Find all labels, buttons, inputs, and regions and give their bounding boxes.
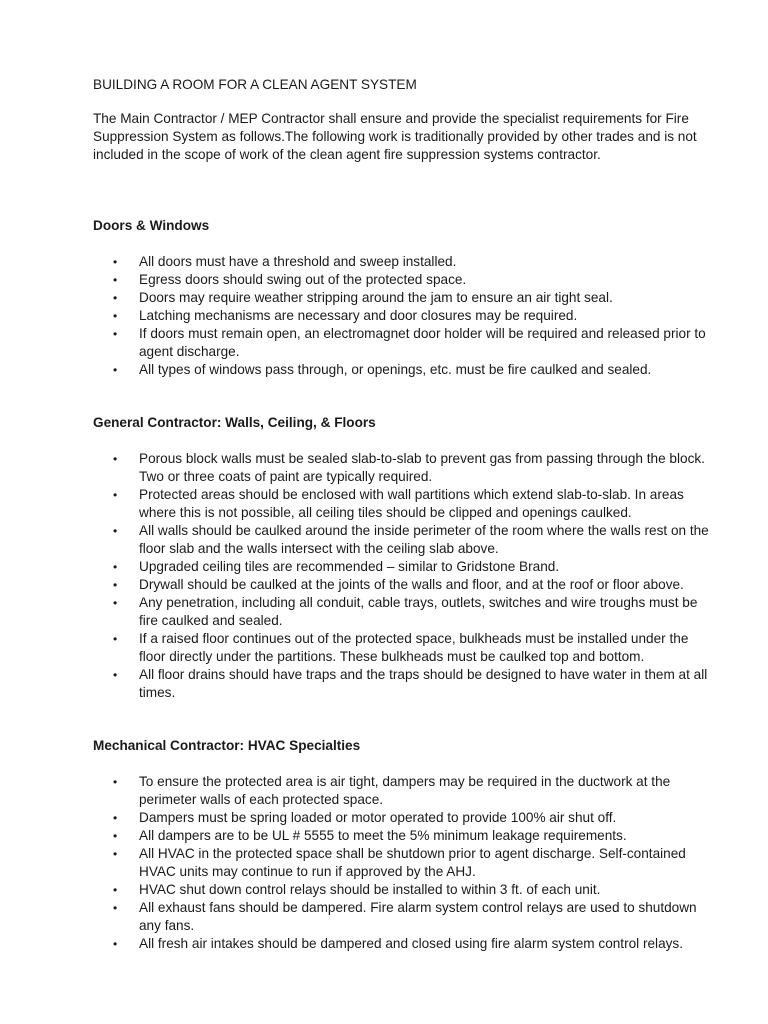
list-item: • All types of windows pass through, or openings, etc. must be fire caulked and sealed. (93, 361, 713, 379)
list-item: • Doors may require weather stripping around the jam to ensure an air tight seal. (93, 289, 713, 307)
list-item: • If doors must remain open, an electromagnet door holder will be required and released prior to agent discharge. (93, 325, 713, 361)
list-item: • To ensure the protected area is air tight, dampers may be required in the ductwork at the perimeter walls of each protected space. (93, 773, 713, 809)
document-page (93, 76, 713, 953)
list-item: • All walls should be caulked around the inside perimeter of the room where the walls rest on the floor slab and the walls intersect with the ceiling slab above. (93, 522, 713, 558)
list-item: • Any penetration, including all conduit, cable trays, outlets, switches and wire troughs must be fire caulked and sealed. (93, 594, 713, 630)
list-item: • All floor drains should have traps and the traps should be designed to have water in them at all times. (93, 666, 713, 702)
list-item: • Latching mechanisms are necessary and door closures may be required. (93, 307, 713, 325)
general-contractor-list (93, 450, 713, 702)
list-item: • Dampers must be spring loaded or motor operated to provide 100% air shut off. (93, 809, 713, 827)
list-item: • All exhaust fans should be dampered. Fire alarm system control relays are used to shutdown any fans. (93, 899, 713, 935)
list-item: • If a raised floor continues out of the protected space, bulkheads must be installed under the floor directly under the partitions. These bulkheads must be caulked top and bottom. (93, 630, 713, 666)
list-item: • All fresh air intakes should be dampered and closed using fire alarm system control relays. (93, 935, 713, 953)
mechanical-contractor-list (93, 773, 713, 953)
document-title: BUILDING A ROOM FOR A CLEAN AGENT SYSTEM (93, 77, 417, 92)
doors-windows-list (93, 253, 713, 379)
list-item: • Porous block walls must be sealed slab-to-slab to prevent gas from passing through the block. Two or three coats of paint are typically required. (93, 450, 713, 486)
section-heading-general-contractor: General Contractor: Walls, Ceiling, & Floors (93, 415, 376, 430)
section-heading-doors-windows: Doors & Windows (93, 218, 210, 233)
list-item: • Egress doors should swing out of the protected space. (93, 271, 713, 289)
list-item: • HVAC shut down control relays should be installed to within 3 ft. of each unit. (93, 881, 713, 899)
intro-paragraph: The Main Contractor / MEP Contractor shall ensure and provide the specialist requirements for Fire Suppression System as follows.The following work is traditionally provided by other trades and is not included in the scope of work of the clean agent fire suppression systems contractor. (93, 111, 697, 162)
section-heading-mechanical-contractor: Mechanical Contractor: HVAC Specialties (93, 738, 361, 753)
list-item: • Protected areas should be enclosed with wall partitions which extend slab-to-slab. In areas where this is not possible, all ceiling tiles should be clipped and openings caulked. (93, 486, 713, 522)
list-item: • All doors must have a threshold and sweep installed. (93, 253, 713, 271)
list-item: • Upgraded ceiling tiles are recommended – similar to Gridstone Brand. (93, 558, 713, 576)
list-item: • All dampers are to be UL # 5555 to meet the 5% minimum leakage requirements. (93, 827, 713, 845)
list-item: • Drywall should be caulked at the joints of the walls and floor, and at the roof or floor above. (93, 576, 713, 594)
list-item: • All HVAC in the protected space shall be shutdown prior to agent discharge. Self-contained HVAC units may continue to run if approved by the AHJ. (93, 845, 713, 881)
